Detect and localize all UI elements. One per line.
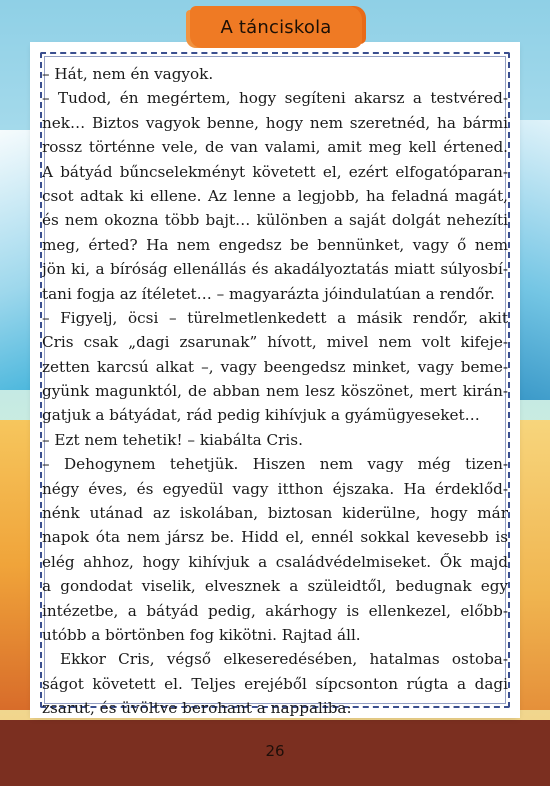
text-line: négy éves, és egyedül vagy itthon éjszaka. Ha érdeklőd- — [42, 479, 508, 498]
text-line: gyünk magunktól, de abban nem lesz köszönet, mert kirán- — [42, 382, 508, 401]
text-line: – Hát, nem én vagyok. — [42, 65, 214, 83]
text-line: meg, érted? Ha nem engedsz be bennünket, vagy ő nem — [42, 235, 508, 254]
text-line: rossz történne vele, de van valami, amit meg kell értened. — [42, 138, 508, 157]
text-line: – Dehogynem tehetjük. Hiszen nem vagy még tizen- — [42, 455, 508, 474]
text-line: gatjuk a bátyádat, rád pedig kihívjuk a gyámügyeseket… — [42, 406, 480, 425]
text-line: a gondodat viselik, elvesznek a szüleidtől, bedugnak egy — [42, 577, 508, 596]
text-line: nénk utánad az iskolában, biztosan kiderülne, hogy már — [42, 504, 508, 523]
text-line: – Figyelj, öcsi – türelmetlenkedett a másik rendőr, akit — [42, 308, 508, 327]
chapter-title: A tánciskola — [220, 16, 332, 38]
text-line: csot adtak ki ellene. Az lenne a legjobb, ha feladná magát, — [42, 186, 508, 205]
text-line: utóbb a börtönben fog kikötni. Rajtad áll. — [42, 625, 361, 644]
text-line: – Ezt nem tehetik! – kiabálta Cris. — [42, 430, 303, 449]
story-text — [42, 62, 508, 721]
text-line: zetten karcsú alkat –, vagy beengedsz minket, vagy beme- — [42, 357, 508, 376]
text-line: A bátyád bűncselekményt követett el, ezért elfogatóparan- — [42, 162, 508, 181]
page-number: 26 — [265, 742, 285, 760]
text-line: jön ki, a bíróság ellenállás és akadályoztatás miatt súlyosbí- — [42, 260, 508, 279]
text-line: és nem okozna több bajt… különben a saját dolgát nehezíti — [42, 211, 508, 230]
chapter-banner — [190, 6, 362, 48]
text-line: intézetbe, a bátyád pedig, akárhogy is ellenkezel, előbb- — [42, 601, 508, 620]
text-line: – Tudod, én megértem, hogy segíteni akarsz a testvéred- — [42, 89, 508, 108]
text-line: nek… Biztos vagyok benne, hogy nem szeretnéd, ha bármi — [42, 113, 508, 132]
text-line: elég ahhoz, hogy kihívjuk a családvédelmiseket. Ők majd — [42, 552, 508, 571]
text-line: ságot követett el. Teljes erejéből sípcsonton rúgta a dagi — [42, 674, 508, 693]
text-line: zsarut, és üvöltve berohant a nappaliba: — [42, 699, 352, 718]
text-line: napok óta nem jársz be. Hidd el, ennél sokkal kevesebb is — [42, 528, 508, 547]
text-line: Cris csak „dagi zsarunak” hívott, mivel nem volt kifeje- — [42, 333, 508, 352]
text-line: Ekkor Cris, végső elkeseredésében, hatalmas ostoba- — [60, 650, 508, 669]
text-line: tani fogja az ítéletet… – magyarázta jóindulatúan a rendőr. — [42, 284, 495, 303]
